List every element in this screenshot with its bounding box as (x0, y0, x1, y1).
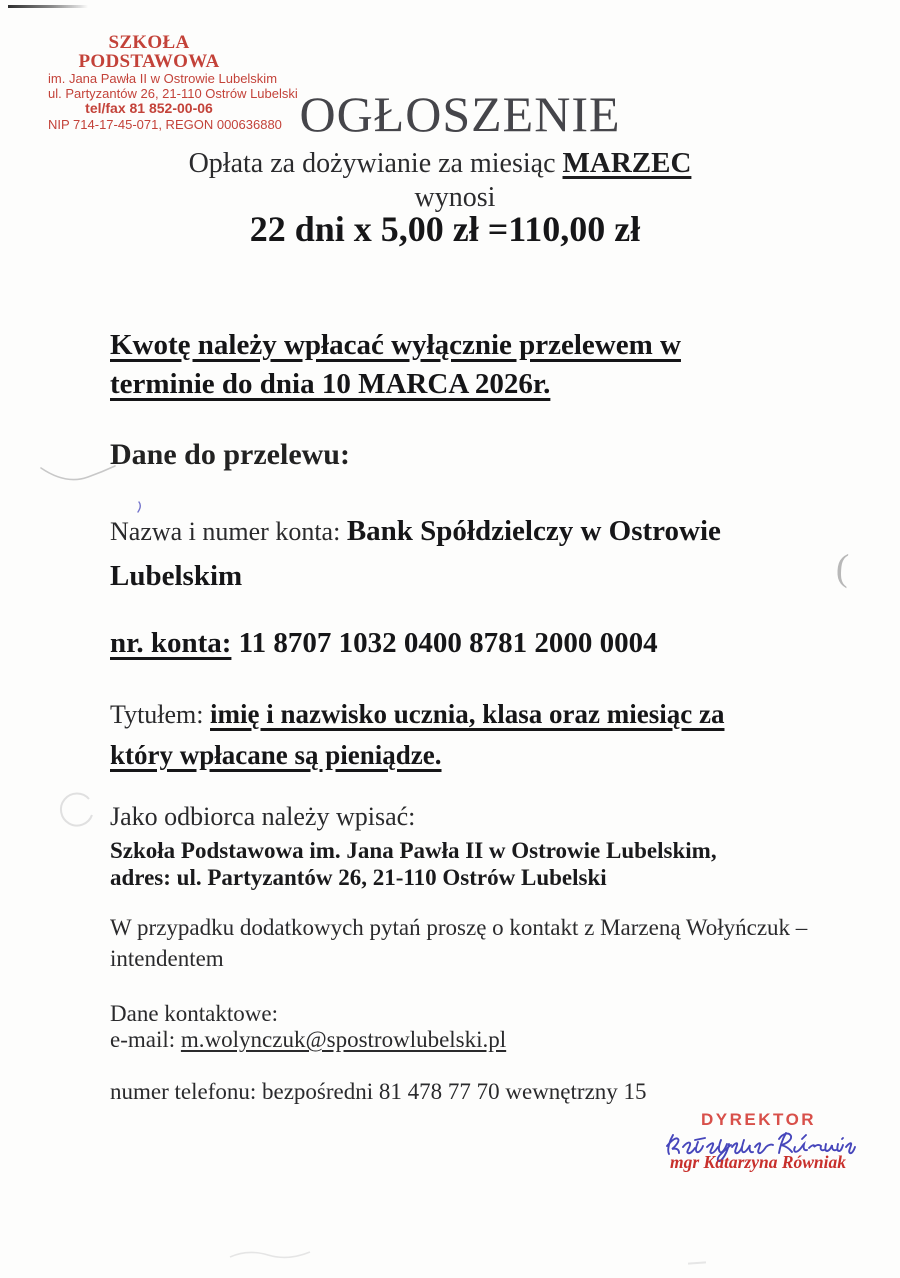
payment-title-line-1: imię i nazwisko ucznia, klasa oraz miesiąc za (210, 699, 725, 729)
recipient-address-line: adres: ul. Partyzantów 26, 21-110 Ostrów Lubelski (110, 865, 607, 890)
director-name-caption: mgr Katarzyna Równiak (670, 1152, 847, 1172)
questions-line-1: W przypadku dodatkowych pytań proszę o kontakt z Marzeną Wołyńczuk – (110, 915, 808, 940)
deadline-line-2: terminie do dnia 10 MARCA 2026r. (110, 368, 551, 400)
fee-line (0, 147, 880, 180)
announcement-title: OGŁOSZENIE (299, 86, 621, 142)
scan-paren-artifact: ( (834, 546, 850, 590)
fee-amount: 22 dni x 5,00 zł =110,00 zł (249, 209, 641, 249)
account-name-label: Nazwa i numer konta: (110, 517, 347, 546)
payment-title-block (110, 696, 724, 778)
contact-section (110, 1001, 506, 1053)
fee-month: MARZEC (562, 147, 692, 179)
bank-name-line-1: Bank Spółdzielczy w Ostrowie (346, 515, 721, 547)
deadline-notice (110, 326, 681, 404)
phone-line: numer telefonu: bezpośredni 81 478 77 70 wewnętrzny 15 (110, 1079, 647, 1104)
email-address: m.wolynczuk@spostrowlubelski.pl (180, 1027, 507, 1052)
scan-ring-artifact (52, 790, 98, 836)
account-number-value: 11 8707 1032 0400 8781 2000 0004 (231, 627, 658, 659)
stamp-address-line: ul. Partyzantów 26, 21-110 Ostrów Lubelski (48, 86, 298, 102)
fee-line-text: Opłata za dożywianie za miesiąc (188, 148, 563, 179)
scan-dash-artifact (688, 1261, 706, 1264)
director-role-label: DYREKTOR (701, 1110, 817, 1129)
email-label: e-mail: (110, 1027, 181, 1052)
account-number-label: nr. konta: (110, 627, 232, 659)
deadline-line-1: Kwotę należy wpłacać wyłącznie przelewem w (110, 329, 681, 361)
contact-heading: Dane kontaktowe: (110, 1001, 278, 1026)
bank-account-block (110, 511, 721, 601)
transfer-details-heading: Dane do przelewu: (110, 438, 350, 471)
scan-curve-artifact (38, 462, 118, 486)
recipient-section (110, 801, 717, 891)
stamp-nip-regon-line: NIP 714-17-45-071, REGON 000636880 (48, 116, 282, 132)
questions-paragraph (110, 912, 807, 974)
scan-smudge-artifact (228, 1246, 318, 1262)
stamp-phone-line: tel/fax 81 852-00-06 (85, 100, 213, 117)
payment-title-label: Tytułem: (110, 700, 211, 729)
recipient-intro: Jako odbiorca należy wpisać: (110, 802, 416, 831)
stamp-school-name: SZKOŁA PODSTAWOWA (78, 32, 220, 72)
fee-verb: wynosi (414, 182, 496, 213)
payment-title-line-2: który wpłacane są pieniądze. (110, 740, 442, 770)
questions-line-2: intendentem (110, 946, 224, 971)
account-number-line (110, 627, 658, 660)
stamp-patron-line: im. Jana Pawła II w Ostrowie Lubelskim (48, 71, 278, 86)
recipient-school-line: Szkoła Podstawowa im. Jana Pawła II w Ostrowie Lubelskim, (110, 838, 717, 863)
bank-name-line-2: Lubelskim (110, 560, 243, 592)
scan-line-artifact (8, 5, 88, 8)
